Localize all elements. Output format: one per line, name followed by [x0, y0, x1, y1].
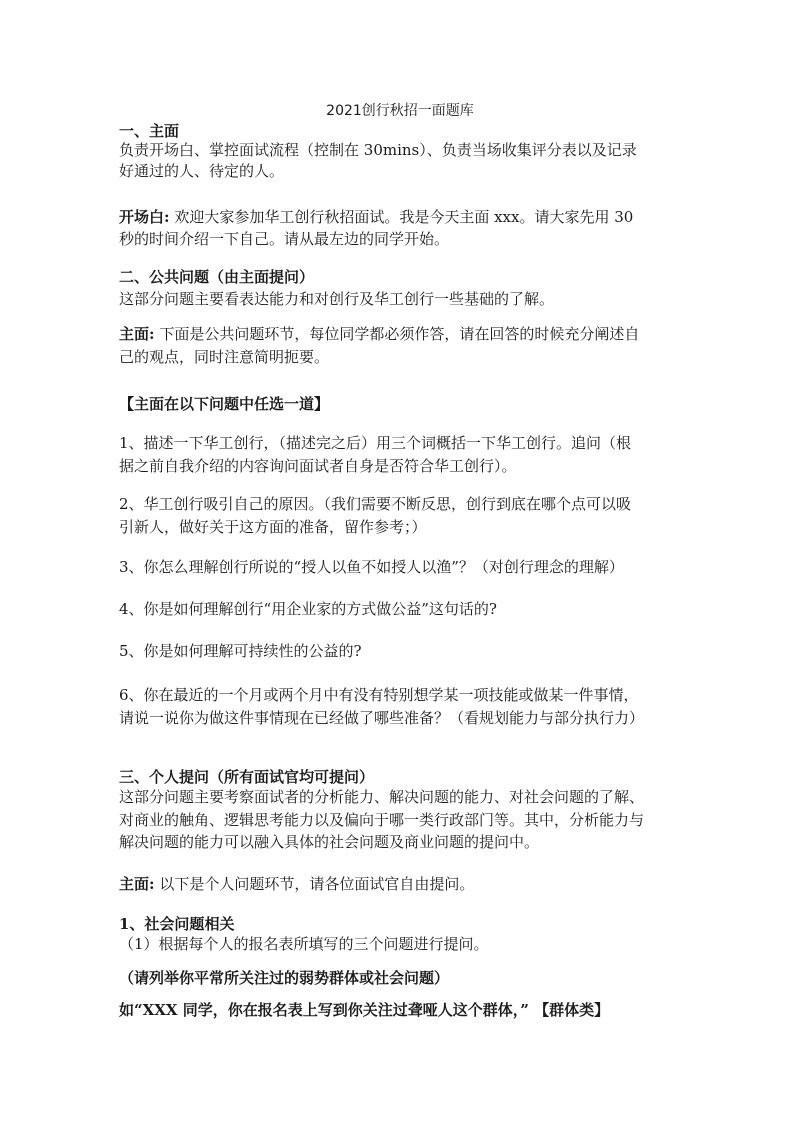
example-tag: 【群体类】: [534, 1001, 610, 1019]
example-text: 如“XXX 同学，你在报名表上写到你关注过聋哑人这个群体，”: [119, 1001, 529, 1019]
section-3-desc-line-3: 解决问题的能力可以融入具体的社会问题及商业问题的提问中。: [119, 833, 540, 851]
main-intro-line-2: 己的观点，同时注意简明扼要。: [119, 348, 330, 366]
question-1-line-2: 据之前自我介绍的内容询问面试者自身是否符合华工创行）。: [119, 457, 517, 475]
personal-main-text: 以下是个人问题环节，请各位面试官自由提问。: [159, 875, 475, 893]
question-2-line-1: 2、华工创行吸引自己的原因。（我们需要不断反思，创行到底在哪个点可以吸: [119, 495, 632, 513]
question-6-line-1: 6、你在最近的一个月或两个月中有没有特别想学某一项技能或做某一件事情，: [119, 686, 639, 704]
choose-one-note: 【主面在以下问题中任选一道】: [119, 395, 330, 413]
section-3-desc-line-2: 对商业的触角、逻辑思考能力以及偏向于哪一类行政部门等。其中，分析能力与: [119, 811, 645, 829]
section-2-heading: 二、公共问题（由主面提问）: [119, 268, 315, 286]
question-6-line-2: 请说一说你为做这件事情现在已经做了哪些准备？（看规划能力与部分执行力）: [119, 709, 645, 727]
question-5: 5、你是如何理解可持续性的公益的?: [119, 642, 362, 660]
main-label: 主面:: [119, 325, 155, 343]
example-line: [119, 998, 689, 1022]
section-1-desc-line-2: 好通过的人、待定的人。: [119, 162, 285, 180]
subsection-1-heading: 1、社会问题相关: [119, 915, 235, 933]
personal-main-label: 主面:: [119, 875, 155, 893]
section-2-desc: 这部分问题主要看表达能力和对创行及华工创行一些基础的了解。: [119, 290, 555, 308]
main-intro-line-1: [119, 322, 689, 346]
question-4: 4、你是如何理解创行“用企业家的方式做公益”这句话的?: [119, 600, 497, 618]
section-1-heading: 一、主面: [119, 122, 180, 140]
opening-label: 开场白:: [119, 208, 170, 226]
main-intro-text-1: 下面是公共问题环节，每位同学都必须作答，请在回答的时候充分阐述自: [159, 325, 640, 343]
personal-main-line: [119, 872, 689, 896]
question-1-line-1: 1、描述一下华工创行，（描述完之后）用三个词概括一下华工创行。追问（根: [119, 434, 632, 452]
section-1-desc-line-1: 负责开场白、掌控面试流程（控制在 30mins）、负责当场收集评分表以及记录: [119, 141, 637, 159]
social-issue-prompt: （请列举你平常所关注过的弱势群体或社会问题）: [119, 969, 450, 987]
opening-text-1: 欢迎大家参加华工创行秋招面试。我是今天主面 xxx。请大家先用 30: [174, 208, 634, 226]
section-3-heading: 三、个人提问（所有面试官均可提问）: [119, 768, 375, 786]
question-3: 3、你怎么理解创行所说的“授人以鱼不如授人以渔”？（对创行理念的理解）: [119, 558, 624, 576]
opening-line-1: [119, 205, 689, 229]
opening-line-2: 秒的时间介绍一下自己。请从最左边的同学开始。: [119, 230, 450, 248]
section-3-desc-line-1: 这部分问题主要考察面试者的分析能力、解决问题的能力、对社会问题的了解、: [119, 788, 645, 806]
document-title: 2021创行秋招一面题库: [326, 103, 474, 119]
question-2-line-2: 引新人，做好关于这方面的准备，留作参考；）: [119, 518, 427, 536]
subsection-1-item: （1）根据每个人的报名表所填写的三个问题进行提问。: [119, 935, 489, 953]
